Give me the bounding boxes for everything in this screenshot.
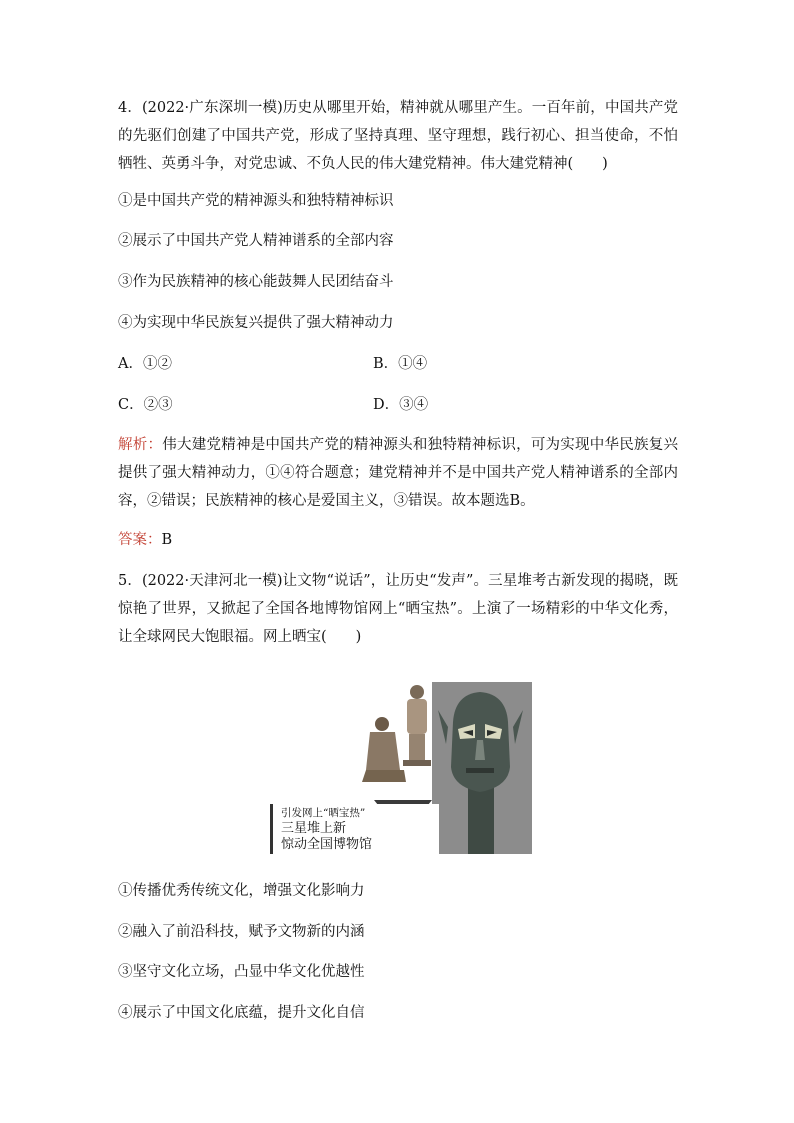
q5-item-4: ④展示了中国文化底蕴，提升文化自信 bbox=[118, 1005, 365, 1021]
q4-item-4: ④为实现中华民族复兴提供了强大精神动力 bbox=[118, 315, 394, 331]
q4-item-1: ①是中国共产党的精神源头和独特精神标识 bbox=[118, 193, 394, 209]
q4-item-2: ②展示了中国共产党人精神谱系的全部内容 bbox=[118, 233, 394, 249]
q5-item-3: ③坚守文化立场，凸显中华文化优越性 bbox=[118, 964, 365, 980]
terracotta-warrior-kneeling-icon bbox=[362, 717, 406, 782]
figure-caption bbox=[270, 804, 439, 854]
sanxingdui-figure bbox=[270, 682, 532, 854]
q4-option-d: D．③④ bbox=[373, 397, 429, 413]
q4-option-b: B．①④ bbox=[373, 356, 428, 372]
answer-label: 答案： bbox=[118, 532, 162, 548]
terracotta-warrior-standing-icon bbox=[403, 685, 431, 766]
q5-stem: 5．(2022·天津河北一模)让文物“说话”，让历史“发声”。三星堆考古新发现的揭晓，既惊艳了世界，又掀起了全国各地博物馆网上“晒宝热”。上演了一场精彩的中华文化秀，让全球网民大饱眼福。网上晒宝( ) bbox=[118, 573, 678, 645]
q4-option-c: C．②③ bbox=[118, 397, 173, 413]
answer-value: B bbox=[161, 532, 173, 548]
q4-analysis bbox=[118, 431, 678, 515]
caption-line-1: 三星堆上新 bbox=[281, 821, 347, 836]
q4-stem: 4．(2022·广东深圳一模)历史从哪里开始，精神就从哪里产生。一百年前，中国共产党的先驱们创建了中国共产党，形成了坚持真理、坚守理想，践行初心、担当使命，不怕牺牲、英勇斗争，对党忠诚、不负人民的伟大建党精神。伟大建党精神( ) bbox=[118, 100, 678, 172]
analysis-text: 伟大建党精神是中国共产党的精神源头和独特精神标识，可为实现中华民族复兴提供了强大精神动力，①④符合题意；建党精神并不是中国共产党人精神谱系的全部内容，②错误；民族精神的核心是爱国主义，③错误。故本题选B。 bbox=[118, 437, 679, 509]
q4-option-a: A．①② bbox=[118, 356, 172, 372]
q5-item-2: ②融入了前沿科技，赋予文物新的内涵 bbox=[118, 924, 365, 940]
caption-small-text: 引发网上“晒宝热” bbox=[281, 807, 366, 819]
caption-line-2: 惊动全国博物馆 bbox=[281, 837, 373, 852]
analysis-label: 解析： bbox=[118, 437, 163, 453]
q4-item-3: ③作为民族精神的核心能鼓舞人民团结奋斗 bbox=[118, 274, 394, 290]
q4-answer bbox=[118, 530, 172, 550]
q5-item-1: ①传播优秀传统文化，增强文化影响力 bbox=[118, 883, 365, 899]
